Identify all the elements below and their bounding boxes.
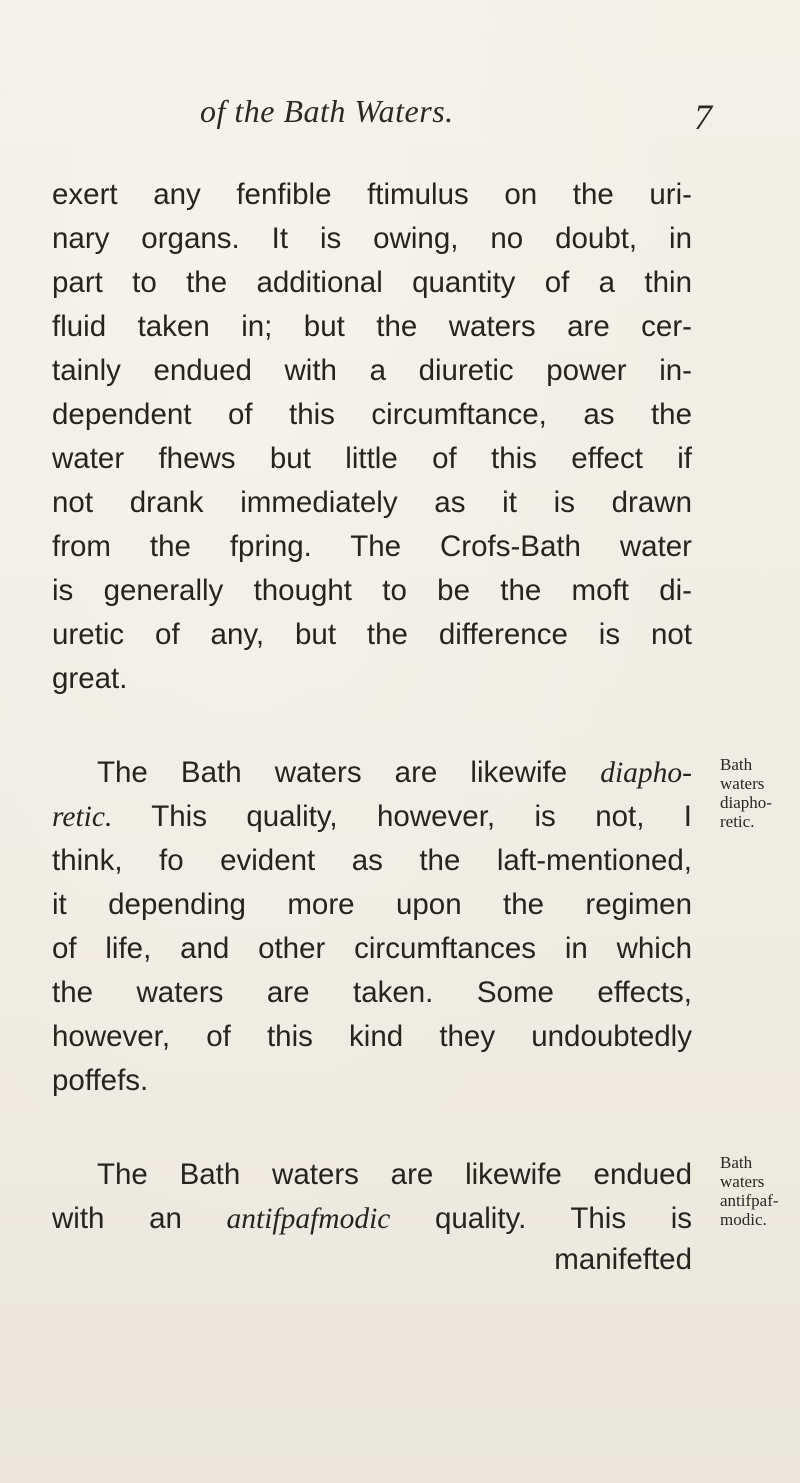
text-line: from the fpring. The Crofs-Bath water	[52, 530, 692, 563]
margin-note-line: antifpaf-	[720, 1191, 779, 1210]
text-line: think, fo evident as the laft-mentioned,	[52, 844, 692, 877]
running-head-title: of the Bath Waters.	[200, 93, 454, 129]
text-run: The Bath waters are likewife	[97, 756, 601, 789]
text-line: part to the additional quantity of a thin	[52, 266, 692, 299]
margin-note-line: Bath	[720, 755, 753, 774]
margin-note-line: Bath	[720, 1153, 753, 1172]
text-run: with an	[52, 1202, 227, 1235]
text-line	[52, 795, 692, 839]
text-line: water fhews but little of this effect if	[52, 442, 692, 475]
text-line: tainly endued with a diuretic power in-	[52, 354, 692, 387]
text-line	[52, 1197, 692, 1241]
text-run: quality. This is	[390, 1202, 692, 1235]
text-line: exert any fenfible ftimulus on the uri-	[52, 178, 692, 211]
margin-note	[720, 755, 796, 831]
margin-note	[720, 1153, 796, 1229]
text-line: The Bath waters are likewife endued	[97, 1158, 692, 1191]
text-line: is generally thought to be the moft di-	[52, 574, 692, 607]
italic-term: antifpafmodic	[226, 1203, 391, 1235]
catchword: manifefted	[554, 1243, 692, 1276]
text-line: nary organs. It is owing, no doubt, in	[52, 222, 692, 255]
margin-note-line: retic.	[720, 812, 755, 831]
margin-note-line: diapho-	[720, 793, 772, 812]
text-line: not drank immediately as it is drawn	[52, 486, 692, 519]
text-line: it depending more upon the regimen	[52, 888, 692, 921]
page-number: 7	[694, 97, 712, 137]
text-line: fluid taken in; but the waters are cer-	[52, 310, 692, 343]
text-line: poffefs.	[52, 1064, 149, 1097]
italic-term: diapho-	[600, 757, 692, 789]
italic-term: retic.	[52, 801, 113, 833]
text-line	[97, 751, 692, 795]
margin-note-line: modic.	[720, 1210, 767, 1229]
margin-note-line: waters	[720, 1172, 765, 1191]
margin-note-line: waters	[720, 774, 765, 793]
text-run: This quality, however, is not, I	[112, 800, 692, 833]
text-line: great.	[52, 662, 128, 695]
text-line: of life, and other circumftances in which	[52, 932, 692, 965]
text-line: the waters are taken. Some effects,	[52, 976, 692, 1009]
text-line: however, of this kind they undoubtedly	[52, 1020, 692, 1053]
text-line: dependent of this circumftance, as the	[52, 398, 692, 431]
text-line: uretic of any, but the difference is not	[52, 618, 692, 651]
